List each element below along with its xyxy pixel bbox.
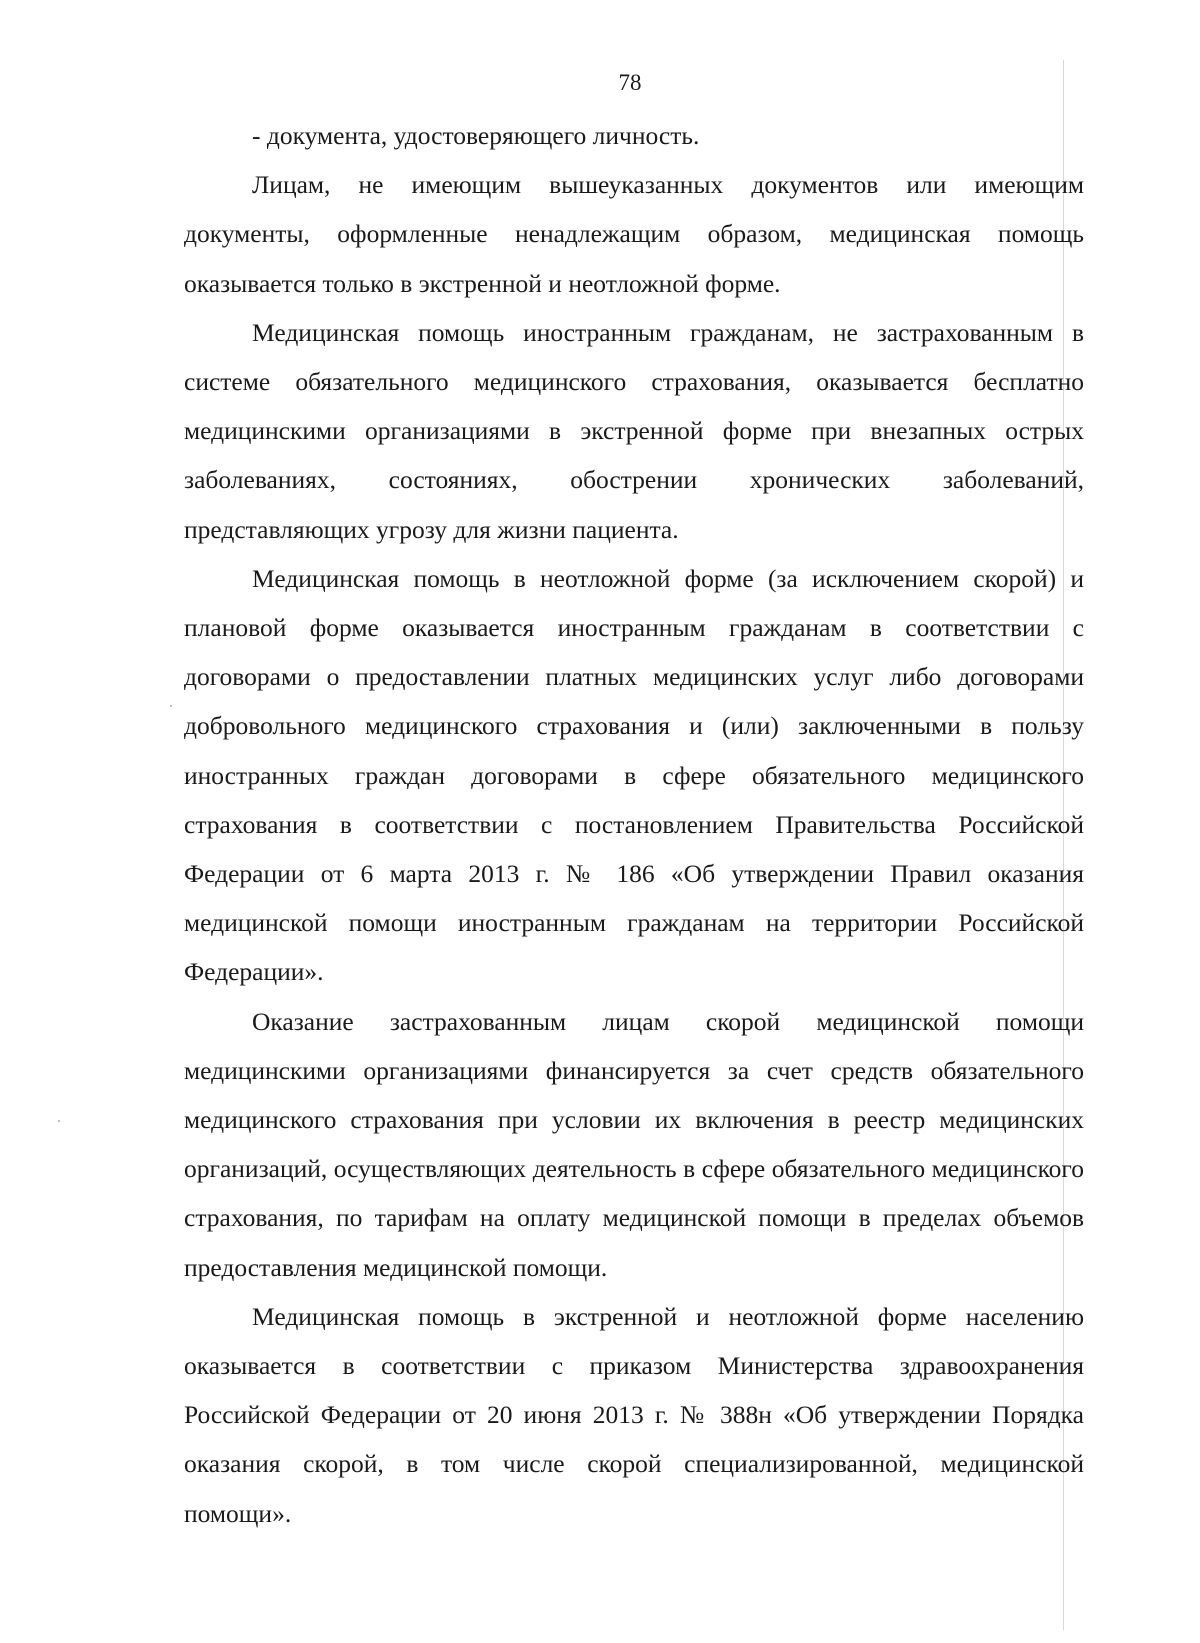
paragraph: Медицинская помощь в экстренной и неотложной форме населению оказывается в соответствии с приказом Министерства здравоохранения Российской Федерации от 20 июня 2013 г. № 388н «Об утверждении Порядка оказания скорой, в том числе скорой специализированной, медицинской помощи». [184,1301,1084,1528]
document-body [184,111,1084,1538]
paragraph: - документа, удостоверяющего личность. [252,121,700,150]
scan-artifact-dot [58,1120,60,1122]
paragraph: Оказание застрахованным лицам скорой медицинской помощи медицинскими организациями финансируется за счет средств обязательного медицинского страхования при условии их включения в реестр медицинских организаций, осуществляющих деятельность в сфере обязательного медицинского страхования, по тарифам на оплату медицинской помощи в пределах объемов предоставления медицинской помощи. [184,1006,1084,1282]
paragraph: Лицам, не имеющим вышеуказанных документов или имеющим документы, оформленные ненадлежащим образом, медицинская помощь оказывается только в экстренной и неотложной форме. [184,170,1084,298]
paragraph: Медицинская помощь иностранным гражданам, не застрахованным в системе обязательного медицинского страхования, оказывается бесплатно медицинскими организациями в экстренной форме при внезапных острых заболеваниях, состояниях, обострении хронических заболеваний, представляющих угрозу для жизни пациента. [184,317,1084,544]
scan-artifact-dot [170,705,172,707]
page-number: 78 [618,70,642,95]
paragraph: Медицинская помощь в неотложной форме (за исключением скорой) и плановой форме оказывается иностранным гражданам в соответствии с договорами о предоставлении платных медицинских услуг либо договорами добровольного медицинского страхования и (или) заключенными в пользу иностранных граждан договорами в сфере обязательного медицинского страхования в соответствии с постановлением Правительства Российской Федерации от 6 марта 2013 г. № 186 «Об утверждении Правил оказания медицинской помощи иностранным гражданам на территории Российской Федерации». [184,563,1084,987]
